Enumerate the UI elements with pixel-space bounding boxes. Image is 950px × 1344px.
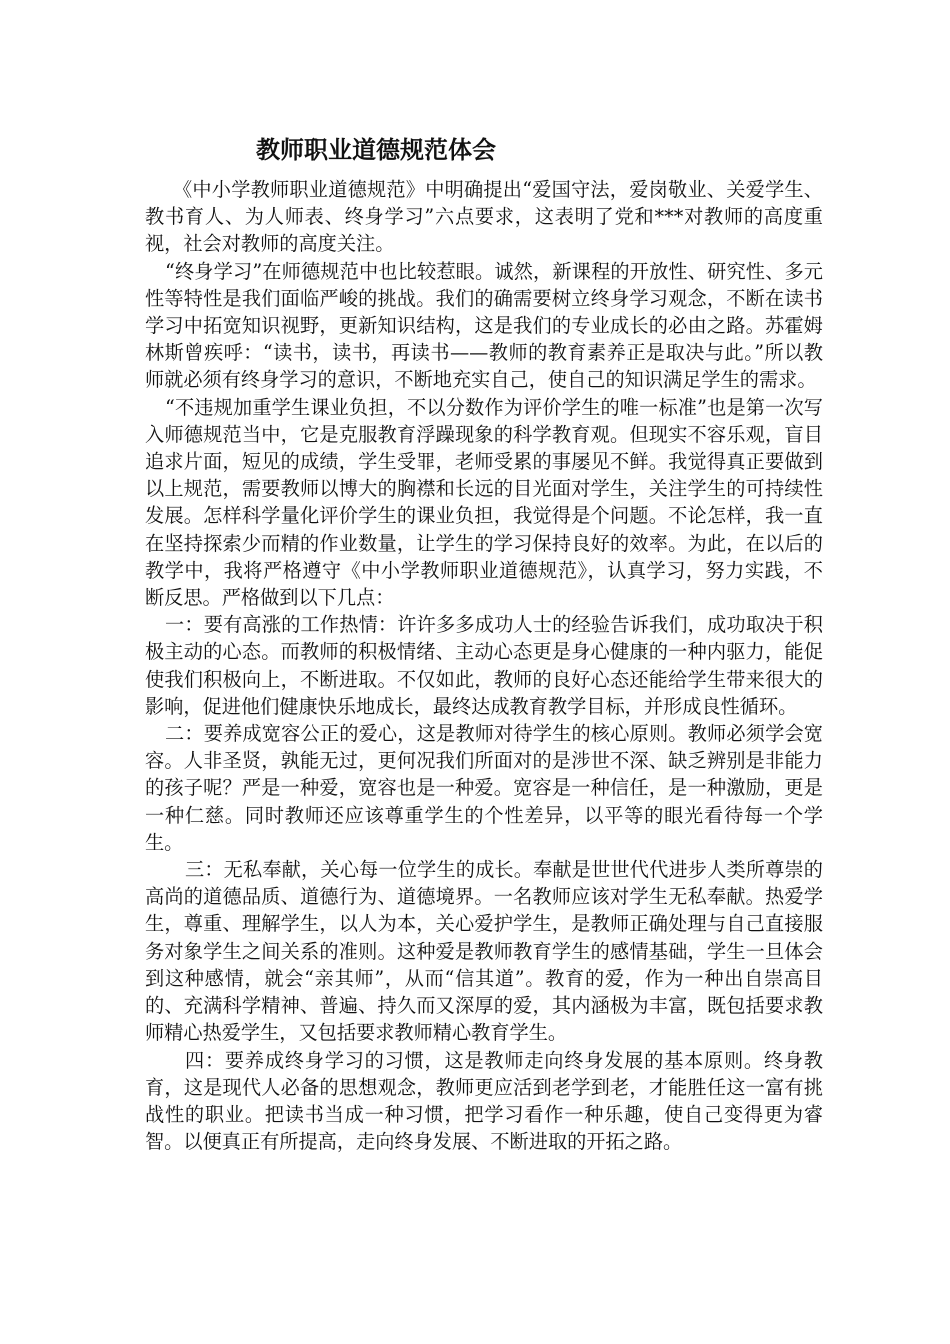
paragraph-student-burden: “不违规加重学生课业负担，不以分数作为评价学生的唯一标准”也是第一次写入师德规范当中，它是克服教育浮躁现象的科学教育观。但现实不容乐观，盲目追求片面，短见的成绩，学生受罪，老师受累的事屡见不鲜。我觉得真正要做到以上规范，需要教师以博大的胸襟和长远的目光面对学生，关注学生的可持续性发展。怎样科学量化评价学生的课业负担，我觉得是个问题。不论怎样，我一直在坚持探索少而精的作业数量，让学生的学习保持良好的效率。为此，在以后的教学中，我将严格遵守《中小学教师职业道德规范》，认真学习，努力实践，不断反思。严格做到以下几点： xyxy=(145,395,823,610)
paragraph-point-three: 三：无私奉献，关心每一位学生的成长。奉献是世世代代进步人类所尊崇的高尚的道德品质、道德行为、道德境界。一名教师应该对学生无私奉献。热爱学生，尊重、理解学生，以人为本，关心爱护学生，是教师正确处理与自己直接服务对象学生之间关系的准则。这种爱是教师教育学生的感情基础，学生一旦体会到这种感情，就会“亲其师”，从而“信其道”。教育的爱，作为一种出自崇高目的、充满科学精神、普遍、持久而又深厚的爱，其内涵极为丰富，既包括要求教师精心热爱学生，又包括要求教师精心教育学生。 xyxy=(145,858,823,1045)
paragraph-intro: 《中小学教师职业道德规范》中明确提出“爱国守法，爱岗敬业、关爱学生、教书育人、为人师表、终身学习”六点要求，这表明了党和***对教师的高度重视，社会对教师的高度关注。 xyxy=(145,178,823,256)
paragraph-lifelong-learning: “终身学习”在师德规范中也比较惹眼。诚然，新课程的开放性、研究性、多元性等特性是我们面临严峻的挑战。我们的确需要树立终身学习观念，不断在读书学习中拓宽知识视野，更新知识结构，这是我们的专业成长的必由之路。苏霍姆林斯曾疾呼：“读书，读书，再读书——教师的教育素养正是取决与此。”所以教师就必须有终身学习的意识，不断地充实自己，使自己的知识满足学生的需求。 xyxy=(145,259,823,392)
paragraph-point-four: 四：要养成终身学习的习惯，这是教师走向终身发展的基本原则。终身教育，这是现代人必备的思想观念，教师更应活到老学到老，才能胜任这一富有挑战性的职业。把读书当成一种习惯，把学习看作一种乐趣，使自己变得更为睿智。以便真正有所提高，走向终身发展、不断进取的开拓之路。 xyxy=(145,1048,823,1154)
paragraph-point-one: 一：要有高涨的工作热情：许许多多成功人士的经验告诉我们，成功取决于积极主动的心态。而教师的积极情绪、主动心态更是身心健康的一种内驱力，能促使我们积极向上，不断进取。不仅如此，教师的良好心态还能给学生带来很大的影响，促进他们健康快乐地成长，最终达成教育教学目标，并形成良性循环。 xyxy=(145,613,823,718)
document-title: 教师职业道德规范体会 xyxy=(256,135,496,164)
paragraph-point-two: 二：要养成宽容公正的爱心，这是教师对待学生的核心原则。教师必须学会宽容。人非圣贤，孰能无过，更何况我们所面对的是涉世不深、缺乏辨别是非能力的孩子呢？严是一种爱，宽容也是一种爱。宽容是一种信任，是一种激励，更是一种仁慈。同时教师还应该尊重学生的个性差异，以平等的眼光看待每一个学生。 xyxy=(145,722,823,854)
document-body xyxy=(145,176,823,1155)
